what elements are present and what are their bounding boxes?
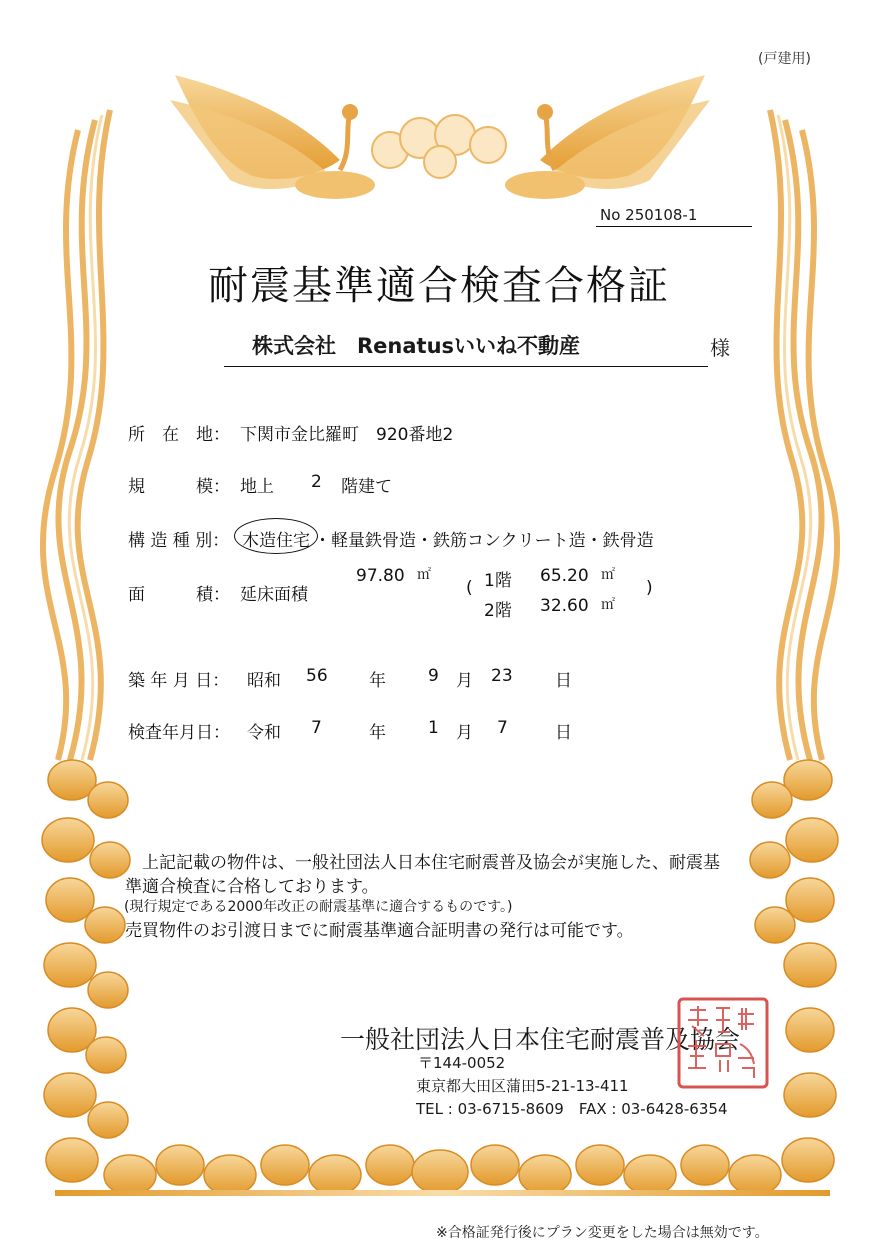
area-open-paren: ( [466,578,473,598]
area-close-paren: ) [646,578,653,598]
inspection-date-year: 7 [311,718,322,738]
scale-floors: 2 [311,472,322,492]
structure-selected: 木造住宅 [242,531,310,551]
structure-separator: ・ [314,531,331,551]
area-total-label: 延床面積 [240,585,308,605]
phoenix-right-icon [505,75,710,199]
phoenix-left-icon [170,75,375,199]
statement-line-1: 上記記載の物件は、一般社団法人日本住宅耐震普及協会が実施した、耐震基 [142,853,720,873]
document-type-note: (戸建用) [758,51,811,67]
cloud-ornament-icon [372,115,506,178]
issuer-name: 一般社団法人日本住宅耐震普及協会 [340,1025,741,1054]
area-floor1-value: 65.20 [540,566,589,586]
certificate-number: No 250108-1 [600,206,698,224]
inspection-date-month: 1 [428,718,439,738]
left-fruit-border [42,760,130,1182]
scale-suffix: 階建て [341,477,392,497]
area-floor1-unit: ㎡ [601,567,615,583]
area-floor2-unit: ㎡ [601,597,615,613]
area-floor2-value: 32.60 [540,596,589,616]
inspection-date-label: 検査年月日： [128,723,230,743]
certificate-title: 耐震基準適合検査合格証 [208,263,670,309]
recipient-name: 株式会社 Renatusいいね不動産 [252,334,581,358]
issuer-postal: 〒144-0052 [418,1054,506,1072]
right-fruit-border [750,760,838,1182]
location-value: 下関市金比羅町 920番地2 [240,425,454,445]
area-label: 面 積： [128,585,230,605]
inspection-date-day-unit: 日 [555,723,572,743]
inspection-date-day: 7 [497,718,508,738]
statement-line-2: 準適合検査に合格しております。 [125,877,379,897]
left-ribbon-border [43,110,110,760]
bottom-border-band [55,1190,830,1196]
built-date-day-unit: 日 [555,671,572,691]
official-seal-stamp [676,996,770,1090]
bottom-fruit-border [104,1145,781,1195]
certificate-number-underline [596,226,752,227]
issuer-contact: TEL : 03-6715-8609 FAX : 03-6428-6354 [416,1100,728,1118]
built-date-year: 56 [306,666,328,686]
footer-note: ※合格証発行後にプラン変更をした場合は無効です。 [436,1225,769,1241]
area-floor1-label: 1階 [484,571,512,591]
built-date-era: 昭和 [247,671,281,691]
inspection-date-month-unit: 月 [456,723,473,743]
area-total-unit: ㎡ [417,567,431,583]
statement-line-4: 売買物件のお引渡日までに耐震基準適合証明書の発行は可能です。 [125,921,634,941]
built-date-month-unit: 月 [456,671,473,691]
right-ribbon-border [770,110,837,760]
recipient-underline [224,366,708,367]
issuer-address: 東京都大田区蒲田5-21-13-411 [416,1077,629,1095]
built-date-month: 9 [428,666,439,686]
built-date-label: 築 年 月 日： [128,671,230,691]
area-total-value: 97.80 [356,566,405,586]
scale-label: 規 模： [128,477,230,497]
built-date-day: 23 [491,666,513,686]
scale-prefix: 地上 [240,477,274,497]
location-label: 所 在 地： [128,425,230,445]
built-date-year-unit: 年 [369,671,386,691]
structure-label: 構 造 種 別： [128,531,230,551]
area-floor2-label: 2階 [484,601,512,621]
inspection-date-era: 令和 [247,723,281,743]
statement-line-3: (現行規定である2000年改正の耐震基準に適合するものです。) [124,899,513,915]
inspection-date-year-unit: 年 [369,723,386,743]
structure-others: 軽量鉄骨造・鉄筋コンクリート造・鉄骨造 [331,531,654,551]
recipient-honorific: 様 [710,336,730,360]
